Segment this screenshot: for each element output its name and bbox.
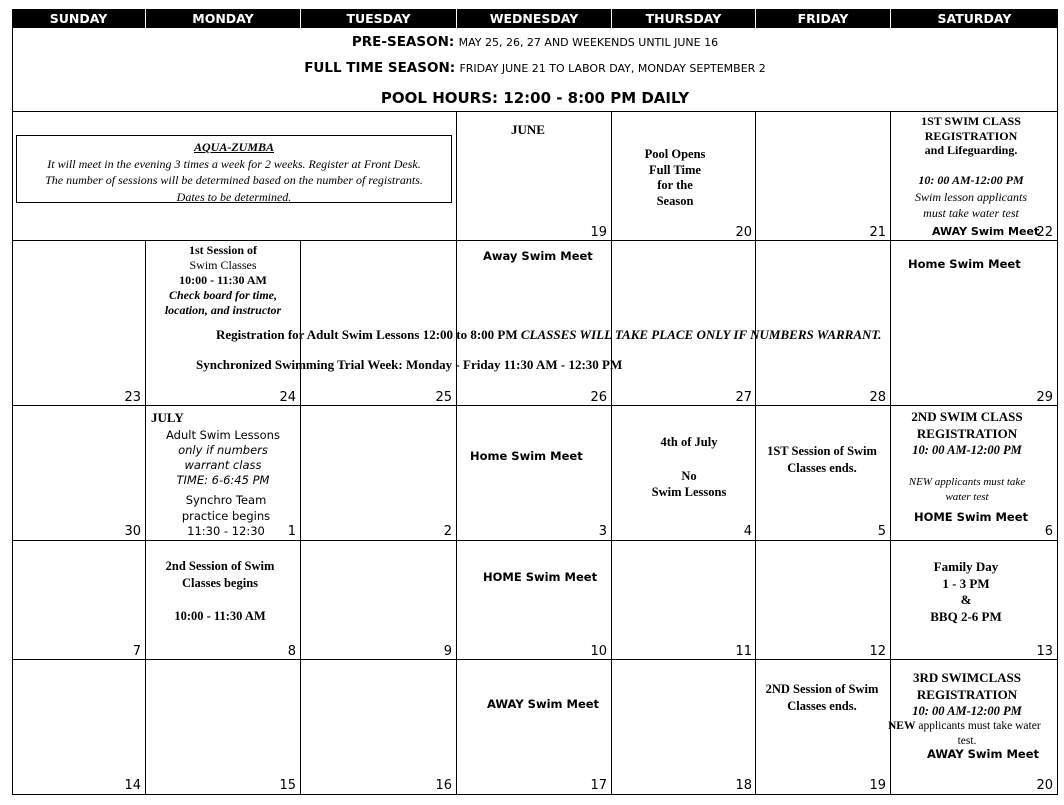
note-line: REGISTRATION: [916, 686, 1018, 702]
date-jul-12: 12: [869, 644, 886, 659]
date-jul-6: 6: [1044, 524, 1053, 539]
date-jul-2: 2: [443, 524, 452, 539]
note-line: Check board for time,: [169, 288, 277, 302]
header-wednesday: WEDNESDAY: [457, 9, 611, 28]
date-jun-22: 22: [1036, 225, 1053, 240]
note-line: Pool Opens: [644, 147, 706, 161]
aqua-zumba-box: [16, 135, 452, 203]
first-session-note: [146, 243, 300, 318]
month-july: JULY: [151, 410, 184, 425]
preseason-line: [12, 34, 1058, 50]
note-line: and Lifeguarding.: [924, 143, 1018, 157]
note-line: 11:30 - 12:30: [187, 524, 265, 538]
synchro-trial-note: Synchronized Swimming Trial Week: Monday - Friday 11:30 AM - 12:30 PM: [196, 357, 623, 372]
aqua-zumba-line: It will meet in the evening 3 times a week for 2 weeks. Register at Front Desk.: [47, 156, 421, 171]
date-jun-26: 26: [590, 390, 607, 405]
pool-hours: POOL HOURS: 12:00 - 8:00 PM DAILY: [380, 89, 690, 107]
aqua-zumba-title: AQUA-ZUMBA: [193, 140, 274, 154]
date-jul-8: 8: [287, 644, 296, 659]
fulltime-label: FULL TIME SEASON:: [304, 60, 456, 76]
note-line: applicants must take water: [918, 720, 1041, 732]
date-jun-19: 19: [590, 225, 607, 240]
date-jul-19: 19: [869, 778, 886, 793]
note-line: must take water test: [923, 206, 1019, 220]
note-line: practice begins: [181, 508, 271, 523]
pool-opens-note: [612, 147, 738, 209]
fulltime-text: FRIDAY JUNE 21 TO LABOR DAY, MONDAY SEPTEMBER 2: [459, 62, 766, 75]
adult-lessons-note: [146, 428, 300, 488]
note-line: BBQ 2-6 PM: [930, 608, 1002, 624]
note-line: 2ND SWIM CLASS: [911, 409, 1023, 424]
first-registration-water-test: [891, 189, 1051, 221]
note-line: water test: [945, 491, 989, 503]
note-line: Adult Swim Lessons: [166, 428, 280, 442]
note-line: Full Time: [649, 162, 701, 177]
date-jul-17: 17: [590, 778, 607, 793]
note-new: NEW: [888, 720, 916, 732]
note-line: 1st Session of: [188, 243, 257, 257]
third-registration-water-test: [888, 720, 1056, 733]
note-line: warrant class: [184, 458, 262, 472]
date-jul-20: 20: [1036, 778, 1053, 793]
adult-registration-text: Registration for Adult Swim Lessons 12:00 to 8:00 PM: [216, 327, 518, 342]
home-swim-meet-jun29: Home Swim Meet: [908, 257, 1021, 271]
date-jun-20: 20: [735, 225, 752, 240]
date-jul-10: 10: [590, 644, 607, 659]
date-jun-23: 23: [124, 390, 141, 405]
date-jun-25: 25: [435, 390, 452, 405]
note-line: No: [681, 468, 697, 483]
month-june: JUNE: [511, 122, 545, 137]
header-thursday: THURSDAY: [612, 9, 755, 28]
adult-registration-note: [216, 327, 881, 343]
note-line: TIME: 6-6:45 PM: [176, 473, 270, 487]
header-friday: FRIDAY: [756, 9, 890, 28]
date-jul-14: 14: [124, 778, 141, 793]
note-line: 3RD SWIMCLASS: [913, 670, 1021, 685]
date-jun-21: 21: [869, 225, 886, 240]
header-monday: MONDAY: [146, 9, 300, 28]
second-registration-time: 10: 00 AM-12:00 PM: [912, 443, 1022, 457]
date-jul-1: 1: [287, 524, 296, 539]
note-line: 1ST Session of Swim: [767, 444, 877, 458]
date-jul-5: 5: [877, 524, 886, 539]
note-line: 2nd Session of Swim: [165, 559, 275, 573]
note-line: 1ST SWIM CLASS: [921, 114, 1021, 128]
third-registration-note: [891, 670, 1043, 703]
date-jun-29: 29: [1036, 390, 1053, 405]
date-jul-3: 3: [598, 524, 607, 539]
note-line: Swim lesson applicants: [914, 190, 1027, 204]
note-line: NEW applicants must take: [908, 476, 1026, 488]
note-line: Swim Classes: [189, 258, 257, 272]
third-registration-test: test.: [957, 735, 977, 747]
note-line: Synchro Team: [185, 493, 267, 507]
aqua-zumba-line: Dates to be determined.: [176, 189, 292, 204]
first-registration-note: [891, 114, 1051, 158]
second-session-note: [146, 558, 294, 625]
note-line: for the: [657, 178, 693, 192]
date-jul-7: 7: [132, 644, 141, 659]
note-line: &: [960, 592, 972, 607]
date-jul-9: 9: [443, 644, 452, 659]
home-swim-meet-jul3: Home Swim Meet: [470, 449, 583, 463]
third-registration-time: 10: 00 AM-12:00 PM: [912, 704, 1022, 718]
second-registration-note: [891, 409, 1043, 442]
preseason-label: PRE-SEASON:: [351, 34, 455, 50]
header-tuesday: TUESDAY: [301, 9, 456, 28]
fulltime-line: [12, 60, 1058, 76]
adult-registration-warning: CLASSES WILL TAKE PLACE ONLY IF NUMBERS WARRANT.: [520, 327, 882, 342]
note-line: Swim Lessons: [651, 485, 727, 499]
home-swim-meet-jul10: HOME Swim Meet: [483, 570, 598, 584]
away-swim-meet-jun22: AWAY Swim Meet: [932, 225, 1040, 238]
date-jul-4: 4: [743, 524, 752, 539]
note-line: 1 - 3 PM: [942, 575, 990, 591]
date-jul-13: 13: [1036, 644, 1053, 659]
note-line: 10:00 - 11:30 AM: [174, 609, 266, 623]
fourth-of-july-note: [616, 434, 762, 501]
aqua-zumba-line: The number of sessions will be determined based on the number of registrants.: [45, 173, 423, 187]
date-jul-11: 11: [735, 644, 752, 659]
note-line: Season: [656, 193, 694, 208]
date-jun-30: 30: [124, 524, 141, 539]
home-swim-meet-jul6: HOME Swim Meet: [913, 510, 1029, 524]
second-session-ends-note: [756, 681, 888, 714]
note-line: Family Day: [933, 559, 999, 574]
family-day-note: [891, 559, 1041, 625]
preseason-text: MAY 25, 26, 27 AND WEEKENDS UNTIL JUNE 16: [458, 36, 719, 49]
note-line: 10:00 - 11:30 AM: [179, 273, 267, 287]
date-jul-18: 18: [735, 778, 752, 793]
note-line: 4th of July: [660, 435, 718, 449]
date-jun-24: 24: [279, 390, 296, 405]
away-swim-meet-jul17: AWAY Swim Meet: [487, 697, 600, 711]
date-jul-15: 15: [279, 778, 296, 793]
away-swim-meet-jul20: AWAY Swim Meet: [926, 747, 1040, 761]
note-line: location, and instructor: [164, 303, 282, 317]
note-line: Classes ends.: [787, 460, 857, 475]
header-sunday: SUNDAY: [12, 9, 145, 28]
first-session-ends-note: [756, 443, 888, 476]
note-line: 2ND Session of Swim: [765, 682, 879, 696]
date-jun-28: 28: [869, 390, 886, 405]
note-line: Classes ends.: [787, 698, 857, 713]
note-line: REGISTRATION: [916, 425, 1018, 441]
date-jul-16: 16: [435, 778, 452, 793]
note-line: only if numbers: [178, 443, 268, 457]
header-saturday: SATURDAY: [891, 9, 1058, 28]
first-registration-time: 10: 00 AM-12:00 PM: [918, 173, 1024, 187]
note-line: Classes begins: [181, 575, 259, 590]
date-jun-27: 27: [735, 390, 752, 405]
second-registration-water-test: [891, 475, 1043, 505]
note-line: REGISTRATION: [924, 128, 1018, 143]
away-swim-meet-jun26: Away Swim Meet: [483, 249, 593, 263]
